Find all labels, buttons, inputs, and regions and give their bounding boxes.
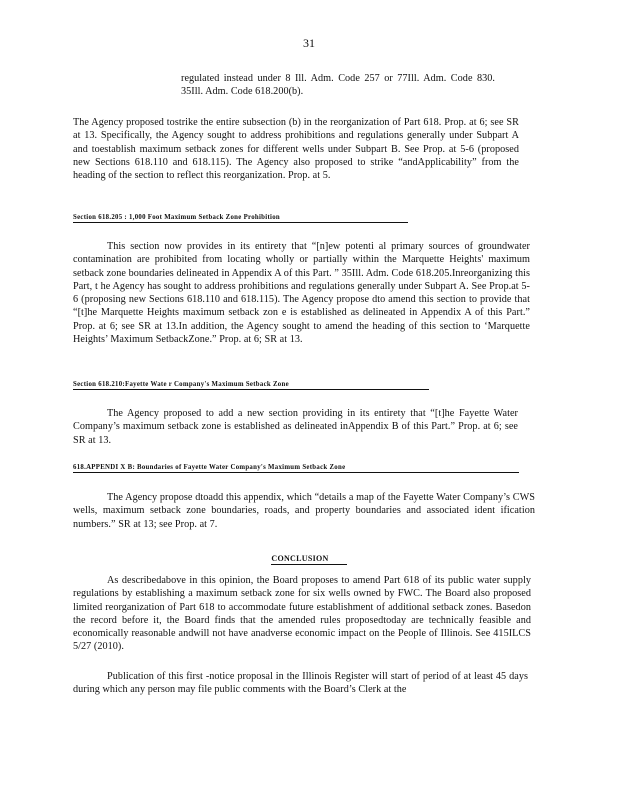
section-heading-618-210: Section 618.210:Fayette Wate r Company's Maximum Setback Zone — [73, 381, 429, 390]
paragraph-text: Publication of this first -notice proposal in the Illinois Register will start of period of at least 45 days during which any person may file public comments with the Board’s Clerk at the — [73, 671, 528, 696]
appendix-b-heading: 618.APPENDI X B: Boundaries of Fayette Water Company's Maximum Setback Zone — [73, 464, 519, 473]
block-quote — [181, 72, 495, 99]
section-heading-618-205: Section 618.205 : 1,000 Foot Maximum Setback Zone Prohibition — [73, 214, 408, 223]
paragraph-text: This section now provides in its entirety that “[n]ew potenti al primary sources of groundwater contamination are prohibited from locating wholly or partially within the Marquette Heights' maximum setback zone boundaries delineated in Appendix A of this Part. ” 35Ill. Adm. Code 618.205.Inreorganizing this Part, t he Agency has sought to address prohibitions and regulations generally under Subpart A. See Prop.at 5- 6 (proposing new Sections 618.110 and 618.115). The Agency propose dto amend this section to provide that “[t]he Marquette Heights maximum setback zon e is established as delineated in Appendix A of this Part.” Prop. at 6; see SR at 13.In addition, the Agency sought to amend the heading of this section to ‘Marquette Heights’ Maximum SetbackZone.” Prop. at 6; SR at 13. — [73, 241, 530, 346]
paragraph-section-618-210 — [73, 407, 518, 447]
paragraph-text: The Agency proposed tostrike the entire subsection (b) in the reorganization of Part 618. Prop. at 6; see SR at 13. Specifically, the Agency sought to address prohibitions and regulations generally under Subpart A and toestablish maximum setback zones for different wells under Subpart B. See Prop. at 5-6 (proposed new Sections 618.110 and 618.115). The Agency also proposed to strike “andApplicability” from the heading of the section to reflect this reorganization. Prop. at 5. — [73, 117, 519, 182]
paragraph-text: The Agency propose dtoadd this appendix, which “details a map of the Fayette Water Company’s CWS wells, maximum setback zone boundaries, roads, and property boundaries and associated ident ification numbers.” SR at 13; see Prop. at 7. — [73, 492, 535, 530]
page-number: 31 — [303, 36, 315, 50]
paragraph-section-618-205 — [73, 240, 530, 346]
paragraph-text: The Agency proposed to add a new section providing in its entirety that “[t]he Fayette Water Company’s maximum setback zone is established as delineated inAppendix B of this Part.” Prop. at 6; see SR at 13. — [73, 408, 518, 446]
paragraph-text: As describedabove in this opinion, the Board proposes to amend Part 618 of its public water supply regulations by establishing a maximum setback zone for six wells owned by FWC. The Board also proposed limited reorganization of Part 618 to accommodate future establishment of additional setback zones. Basedon the record before it, the Board finds that the amended rules proposedtoday are technically feasible and economically reasonable andwill not have anadverse economic impact on the People of Illinois. See 415ILCS 5/27 (2010). — [73, 575, 531, 653]
conclusion-heading — [0, 548, 618, 566]
conclusion-heading-text: CONCLUSION — [271, 554, 346, 565]
paragraph-appendix-b — [73, 491, 535, 531]
paragraph-conclusion — [73, 574, 531, 654]
paragraph-publication — [73, 670, 528, 697]
paragraph-strike-subsection — [73, 116, 519, 182]
block-quote-text: regulated instead under 8 Ill. Adm. Code 257 or 77Ill. Adm. Code 830. 35Ill. Adm. Code 618.200(b). — [181, 73, 495, 98]
